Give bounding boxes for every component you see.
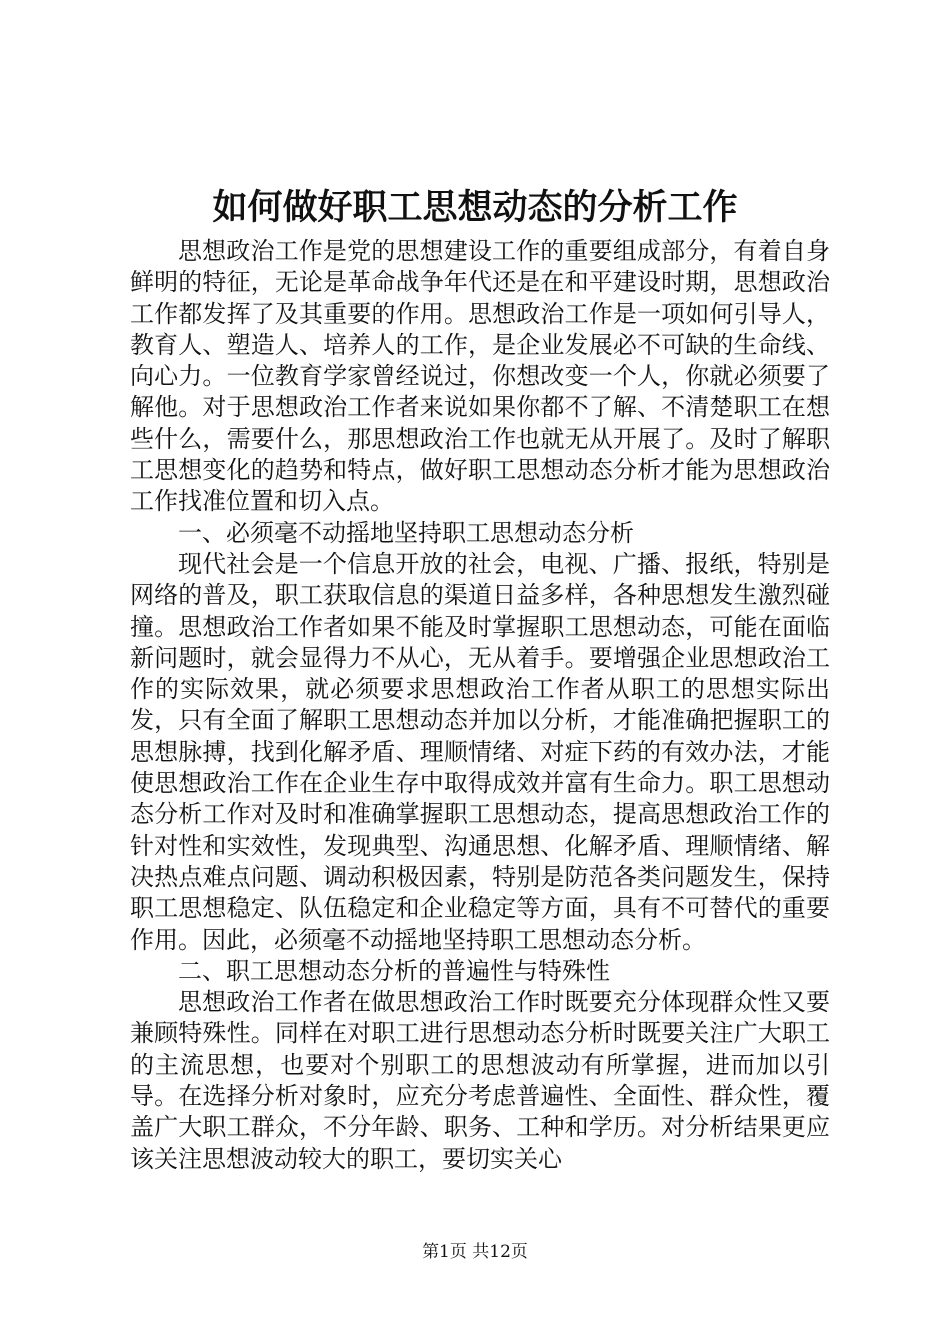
page-footer — [0, 1240, 950, 1264]
page-total: 共12页 — [472, 1242, 528, 1262]
document-title: 如何做好职工思想动态的分析工作 — [212, 187, 738, 228]
paragraph-section-1: 现代社会是一个信息开放的社会，电视、广播、报纸，特别是网络的普及，职工获取信息的渠道日益多样，各种思想发生激烈碰撞。思想政治工作者如果不能及时掌握职工思想动态，可能在面临新问题时，就会显得力不从心，无从着手。要增强企业思想政治工作的实际效果，就必须要求思想政治工作者从职工的思想实际出发，只有全面了解职工思想动态并加以分析，才能准确把握职工的思想脉搏，找到化解矛盾、理顺情绪、对症下药的有效办法，才能使思想政治工作在企业生存中取得成效并富有生命力。职工思想动态分析工作对及时和准确掌握职工思想动态，提高思想政治工作的针对性和实效性，发现典型、沟通思想、化解矛盾、理顺情绪、解决热点难点问题、调动积极因素，特别是防范各类问题发生，保持职工思想稳定、队伍稳定和企业稳定等方面，具有不可替代的重要作用。因此，必须毫不动摇地坚持职工思想动态分析。 — [130, 549, 830, 954]
paragraph-section-2: 思想政治工作者在做思想政治工作时既要充分体现群众性又要兼顾特殊性。同样在对职工进行思想动态分析时既要关注广大职工的主流思想，也要对个别职工的思想波动有所掌握，进而加以引导。在选择分析对象时，应充分考虑普遍性、全面性、群众性，覆盖广大职工群众，不分年龄、职务、工种和学历。对分析结果更应该关注思想波动较大的职工，要切实关心 — [130, 988, 830, 1173]
paragraph-intro: 思想政治工作是党的思想建设工作的重要组成部分，有着自身鲜明的特征，无论是革命战争年代还是在和平建设时期，思想政治工作都发挥了及其重要的作用。思想政治工作是一项如何引导人，教育人、塑造人、培养人的工作，是企业发展必不可缺的生命线、向心力。一位教育学家曾经说过，你想改变一个人，你就必须要了解他。对于思想政治工作者来说如果你都不了解、不清楚职工在想些什么，需要什么，那思想政治工作也就无从开展了。及时了解职工思想变化的趋势和特点，做好职工思想动态分析才能为思想政治工作找准位置和切入点。 — [130, 237, 830, 516]
section-heading-1: 一、必须毫不动摇地坚持职工思想动态分析 — [178, 518, 634, 547]
section-heading-2: 二、职工思想动态分析的普遍性与特殊性 — [178, 956, 610, 985]
document-body — [130, 236, 830, 1175]
page-number: 第1页 — [422, 1242, 467, 1262]
